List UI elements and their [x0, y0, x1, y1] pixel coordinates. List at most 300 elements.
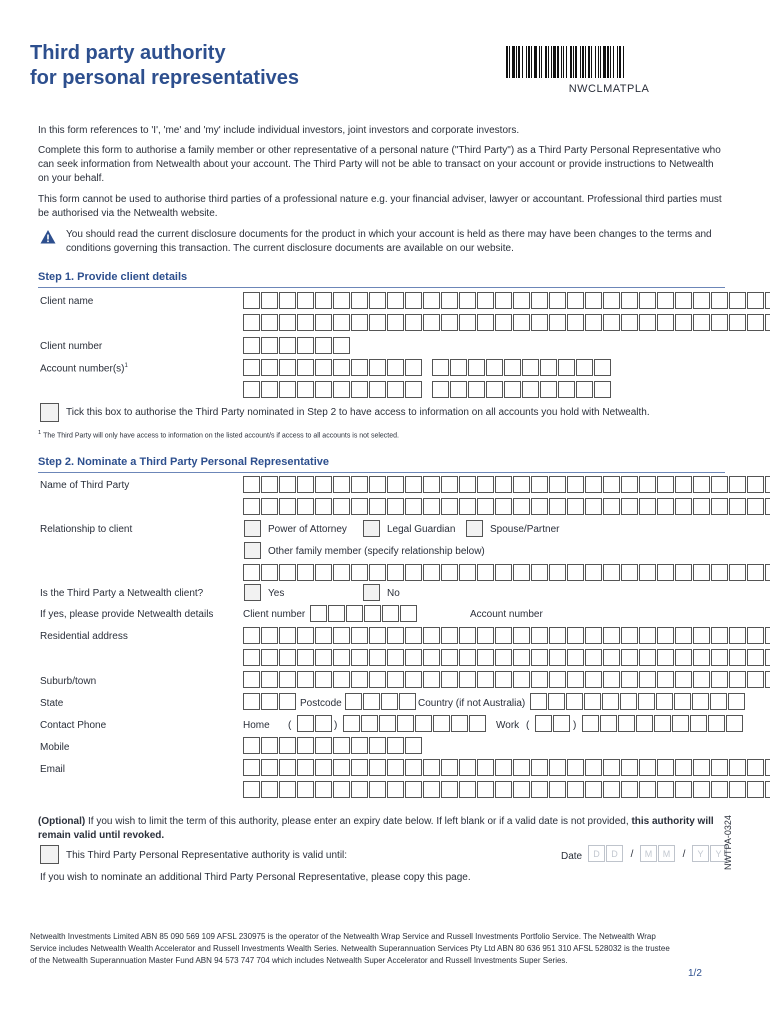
char-box[interactable]	[382, 605, 399, 622]
char-box[interactable]	[513, 292, 530, 309]
char-box[interactable]	[710, 693, 727, 710]
char-box[interactable]	[441, 476, 458, 493]
char-box[interactable]	[405, 649, 422, 666]
char-box[interactable]	[549, 476, 566, 493]
char-box[interactable]	[333, 337, 350, 354]
char-box[interactable]	[693, 292, 710, 309]
char-box[interactable]	[369, 292, 386, 309]
char-box[interactable]	[351, 649, 368, 666]
char-box[interactable]	[531, 781, 548, 798]
char-box[interactable]	[711, 671, 728, 688]
char-box[interactable]	[747, 314, 764, 331]
email-boxes-row2[interactable]	[243, 781, 770, 798]
char-box[interactable]	[387, 564, 404, 581]
char-box[interactable]	[495, 627, 512, 644]
char-box[interactable]	[441, 759, 458, 776]
char-box[interactable]	[351, 671, 368, 688]
char-box[interactable]	[576, 381, 593, 398]
date-month-1[interactable]: M	[640, 845, 657, 862]
char-box[interactable]	[729, 759, 746, 776]
char-box[interactable]	[726, 715, 743, 732]
char-box[interactable]	[279, 564, 296, 581]
char-box[interactable]	[729, 671, 746, 688]
char-box[interactable]	[243, 759, 260, 776]
char-box[interactable]	[315, 627, 332, 644]
char-box[interactable]	[297, 759, 314, 776]
char-box[interactable]	[369, 759, 386, 776]
char-box[interactable]	[369, 476, 386, 493]
spouse-partner-checkbox[interactable]	[466, 520, 483, 537]
char-box[interactable]	[243, 381, 260, 398]
char-box[interactable]	[495, 498, 512, 515]
char-box[interactable]	[621, 314, 638, 331]
char-box[interactable]	[531, 292, 548, 309]
char-box[interactable]	[423, 627, 440, 644]
char-box[interactable]	[675, 314, 692, 331]
char-box[interactable]	[513, 564, 530, 581]
char-box[interactable]	[297, 564, 314, 581]
char-box[interactable]	[279, 476, 296, 493]
char-box[interactable]	[603, 498, 620, 515]
char-box[interactable]	[747, 564, 764, 581]
char-box[interactable]	[747, 649, 764, 666]
char-box[interactable]	[675, 759, 692, 776]
third-party-name-boxes-row2[interactable]	[243, 498, 770, 515]
char-box[interactable]	[657, 476, 674, 493]
char-box[interactable]	[441, 649, 458, 666]
char-box[interactable]	[657, 498, 674, 515]
char-box[interactable]	[674, 693, 691, 710]
home-phone-boxes[interactable]	[343, 715, 487, 732]
char-box[interactable]	[415, 715, 432, 732]
char-box[interactable]	[675, 781, 692, 798]
char-box[interactable]	[381, 693, 398, 710]
char-box[interactable]	[765, 671, 770, 688]
char-box[interactable]	[549, 627, 566, 644]
char-box[interactable]	[711, 292, 728, 309]
char-box[interactable]	[405, 498, 422, 515]
char-box[interactable]	[459, 649, 476, 666]
char-box[interactable]	[351, 781, 368, 798]
char-box[interactable]	[657, 649, 674, 666]
char-box[interactable]	[585, 671, 602, 688]
char-box[interactable]	[261, 671, 278, 688]
char-box[interactable]	[621, 292, 638, 309]
char-box[interactable]	[531, 671, 548, 688]
char-box[interactable]	[261, 627, 278, 644]
char-box[interactable]	[548, 693, 565, 710]
char-box[interactable]	[405, 759, 422, 776]
char-box[interactable]	[261, 781, 278, 798]
char-box[interactable]	[657, 781, 674, 798]
char-box[interactable]	[477, 781, 494, 798]
char-box[interactable]	[711, 781, 728, 798]
char-box[interactable]	[675, 649, 692, 666]
char-box[interactable]	[693, 671, 710, 688]
char-box[interactable]	[441, 564, 458, 581]
char-box[interactable]	[333, 314, 350, 331]
char-box[interactable]	[477, 627, 494, 644]
char-box[interactable]	[558, 381, 575, 398]
legal-guardian-checkbox[interactable]	[363, 520, 380, 537]
char-box[interactable]	[315, 498, 332, 515]
char-box[interactable]	[621, 627, 638, 644]
char-box[interactable]	[405, 381, 422, 398]
char-box[interactable]	[747, 292, 764, 309]
char-box[interactable]	[531, 649, 548, 666]
char-box[interactable]	[333, 381, 350, 398]
char-box[interactable]	[468, 359, 485, 376]
valid-until-checkbox[interactable]	[40, 845, 59, 864]
char-box[interactable]	[261, 649, 278, 666]
is-client-yes-checkbox[interactable]	[244, 584, 261, 601]
char-box[interactable]	[351, 627, 368, 644]
char-box[interactable]	[261, 693, 278, 710]
char-box[interactable]	[675, 292, 692, 309]
char-box[interactable]	[279, 314, 296, 331]
char-box[interactable]	[369, 781, 386, 798]
char-box[interactable]	[432, 359, 449, 376]
char-box[interactable]	[369, 359, 386, 376]
work-phone-boxes[interactable]	[582, 715, 744, 732]
char-box[interactable]	[297, 715, 314, 732]
char-box[interactable]	[549, 671, 566, 688]
char-box[interactable]	[379, 715, 396, 732]
char-box[interactable]	[549, 292, 566, 309]
char-box[interactable]	[636, 715, 653, 732]
char-box[interactable]	[693, 759, 710, 776]
char-box[interactable]	[582, 715, 599, 732]
char-box[interactable]	[585, 498, 602, 515]
char-box[interactable]	[639, 476, 656, 493]
char-box[interactable]	[585, 781, 602, 798]
char-box[interactable]	[279, 381, 296, 398]
char-box[interactable]	[243, 564, 260, 581]
char-box[interactable]	[567, 627, 584, 644]
char-box[interactable]	[297, 781, 314, 798]
client-number-boxes[interactable]	[243, 337, 351, 354]
char-box[interactable]	[765, 627, 770, 644]
char-box[interactable]	[585, 759, 602, 776]
char-box[interactable]	[602, 693, 619, 710]
char-box[interactable]	[639, 671, 656, 688]
char-box[interactable]	[603, 292, 620, 309]
client-name-boxes-row1[interactable]	[243, 292, 770, 309]
char-box[interactable]	[549, 314, 566, 331]
char-box[interactable]	[729, 781, 746, 798]
char-box[interactable]	[387, 781, 404, 798]
char-box[interactable]	[522, 359, 539, 376]
char-box[interactable]	[621, 759, 638, 776]
char-box[interactable]	[387, 292, 404, 309]
char-box[interactable]	[333, 359, 350, 376]
char-box[interactable]	[315, 759, 332, 776]
char-box[interactable]	[243, 498, 260, 515]
expiry-date-fields[interactable]	[588, 845, 728, 862]
char-box[interactable]	[729, 476, 746, 493]
char-box[interactable]	[279, 759, 296, 776]
char-box[interactable]	[310, 605, 327, 622]
char-box[interactable]	[567, 671, 584, 688]
char-box[interactable]	[423, 476, 440, 493]
char-box[interactable]	[351, 564, 368, 581]
char-box[interactable]	[315, 781, 332, 798]
char-box[interactable]	[654, 715, 671, 732]
char-box[interactable]	[585, 476, 602, 493]
char-box[interactable]	[387, 314, 404, 331]
char-box[interactable]	[351, 498, 368, 515]
char-box[interactable]	[513, 759, 530, 776]
char-box[interactable]	[576, 359, 593, 376]
char-box[interactable]	[351, 737, 368, 754]
char-box[interactable]	[765, 498, 770, 515]
char-box[interactable]	[657, 759, 674, 776]
char-box[interactable]	[333, 759, 350, 776]
char-box[interactable]	[261, 476, 278, 493]
char-box[interactable]	[243, 649, 260, 666]
char-box[interactable]	[603, 781, 620, 798]
char-box[interactable]	[765, 476, 770, 493]
char-box[interactable]	[522, 381, 539, 398]
char-box[interactable]	[549, 564, 566, 581]
char-box[interactable]	[693, 781, 710, 798]
char-box[interactable]	[333, 671, 350, 688]
char-box[interactable]	[657, 671, 674, 688]
email-boxes-row1[interactable]	[243, 759, 770, 776]
char-box[interactable]	[459, 781, 476, 798]
char-box[interactable]	[747, 759, 764, 776]
char-box[interactable]	[387, 359, 404, 376]
char-box[interactable]	[369, 381, 386, 398]
char-box[interactable]	[657, 314, 674, 331]
char-box[interactable]	[567, 476, 584, 493]
char-box[interactable]	[638, 693, 655, 710]
char-box[interactable]	[315, 381, 332, 398]
char-box[interactable]	[621, 671, 638, 688]
char-box[interactable]	[657, 627, 674, 644]
address-boxes-row2[interactable]	[243, 649, 770, 666]
char-box[interactable]	[675, 671, 692, 688]
char-box[interactable]	[549, 781, 566, 798]
char-box[interactable]	[351, 476, 368, 493]
char-box[interactable]	[279, 649, 296, 666]
char-box[interactable]	[639, 781, 656, 798]
char-box[interactable]	[369, 314, 386, 331]
char-box[interactable]	[279, 671, 296, 688]
char-box[interactable]	[621, 781, 638, 798]
char-box[interactable]	[363, 693, 380, 710]
char-box[interactable]	[297, 627, 314, 644]
char-box[interactable]	[297, 737, 314, 754]
char-box[interactable]	[531, 498, 548, 515]
char-box[interactable]	[618, 715, 635, 732]
char-box[interactable]	[433, 715, 450, 732]
char-box[interactable]	[639, 627, 656, 644]
char-box[interactable]	[553, 715, 570, 732]
suburb-boxes[interactable]	[243, 671, 770, 688]
char-box[interactable]	[675, 476, 692, 493]
char-box[interactable]	[603, 564, 620, 581]
char-box[interactable]	[351, 314, 368, 331]
char-box[interactable]	[297, 381, 314, 398]
char-box[interactable]	[351, 759, 368, 776]
date-day-2[interactable]: D	[606, 845, 623, 862]
char-box[interactable]	[441, 671, 458, 688]
char-box[interactable]	[459, 671, 476, 688]
char-box[interactable]	[477, 671, 494, 688]
char-box[interactable]	[333, 737, 350, 754]
char-box[interactable]	[566, 693, 583, 710]
char-box[interactable]	[693, 564, 710, 581]
char-box[interactable]	[315, 715, 332, 732]
char-box[interactable]	[243, 359, 260, 376]
char-box[interactable]	[261, 292, 278, 309]
char-box[interactable]	[297, 498, 314, 515]
char-box[interactable]	[243, 292, 260, 309]
char-box[interactable]	[585, 627, 602, 644]
char-box[interactable]	[423, 498, 440, 515]
char-box[interactable]	[369, 564, 386, 581]
char-box[interactable]	[495, 476, 512, 493]
char-box[interactable]	[621, 476, 638, 493]
char-box[interactable]	[711, 564, 728, 581]
char-box[interactable]	[639, 649, 656, 666]
char-box[interactable]	[477, 498, 494, 515]
char-box[interactable]	[621, 649, 638, 666]
account-number-4-boxes[interactable]	[432, 381, 612, 398]
char-box[interactable]	[513, 314, 530, 331]
char-box[interactable]	[243, 337, 260, 354]
mobile-boxes[interactable]	[243, 737, 423, 754]
char-box[interactable]	[639, 314, 656, 331]
char-box[interactable]	[639, 292, 656, 309]
char-box[interactable]	[441, 314, 458, 331]
char-box[interactable]	[279, 337, 296, 354]
char-box[interactable]	[333, 781, 350, 798]
char-box[interactable]	[567, 781, 584, 798]
char-box[interactable]	[315, 649, 332, 666]
char-box[interactable]	[531, 564, 548, 581]
char-box[interactable]	[693, 649, 710, 666]
char-box[interactable]	[243, 693, 260, 710]
char-box[interactable]	[711, 476, 728, 493]
char-box[interactable]	[495, 649, 512, 666]
char-box[interactable]	[747, 627, 764, 644]
char-box[interactable]	[495, 292, 512, 309]
char-box[interactable]	[513, 498, 530, 515]
char-box[interactable]	[279, 693, 296, 710]
char-box[interactable]	[405, 359, 422, 376]
char-box[interactable]	[620, 693, 637, 710]
char-box[interactable]	[477, 564, 494, 581]
char-box[interactable]	[693, 476, 710, 493]
char-box[interactable]	[558, 359, 575, 376]
char-box[interactable]	[585, 292, 602, 309]
char-box[interactable]	[729, 627, 746, 644]
char-box[interactable]	[495, 314, 512, 331]
char-box[interactable]	[765, 781, 770, 798]
date-year-2[interactable]: Y	[710, 845, 727, 862]
char-box[interactable]	[513, 649, 530, 666]
char-box[interactable]	[387, 476, 404, 493]
char-box[interactable]	[400, 605, 417, 622]
char-box[interactable]	[279, 737, 296, 754]
char-box[interactable]	[747, 671, 764, 688]
home-area-code-boxes[interactable]	[297, 715, 333, 732]
char-box[interactable]	[351, 292, 368, 309]
char-box[interactable]	[675, 498, 692, 515]
char-box[interactable]	[765, 649, 770, 666]
char-box[interactable]	[675, 627, 692, 644]
char-box[interactable]	[513, 781, 530, 798]
char-box[interactable]	[387, 627, 404, 644]
char-box[interactable]	[540, 359, 557, 376]
char-box[interactable]	[513, 476, 530, 493]
char-box[interactable]	[405, 314, 422, 331]
char-box[interactable]	[567, 292, 584, 309]
char-box[interactable]	[513, 671, 530, 688]
char-box[interactable]	[621, 564, 638, 581]
char-box[interactable]	[369, 627, 386, 644]
char-box[interactable]	[328, 605, 345, 622]
char-box[interactable]	[387, 498, 404, 515]
char-box[interactable]	[729, 649, 746, 666]
char-box[interactable]	[243, 314, 260, 331]
char-box[interactable]	[243, 671, 260, 688]
char-box[interactable]	[261, 314, 278, 331]
char-box[interactable]	[399, 693, 416, 710]
char-box[interactable]	[486, 381, 503, 398]
char-box[interactable]	[405, 737, 422, 754]
char-box[interactable]	[747, 498, 764, 515]
char-box[interactable]	[315, 292, 332, 309]
char-box[interactable]	[549, 498, 566, 515]
char-box[interactable]	[531, 314, 548, 331]
char-box[interactable]	[279, 781, 296, 798]
char-box[interactable]	[459, 627, 476, 644]
char-box[interactable]	[405, 627, 422, 644]
char-box[interactable]	[711, 314, 728, 331]
char-box[interactable]	[441, 781, 458, 798]
char-box[interactable]	[345, 693, 362, 710]
char-box[interactable]	[584, 693, 601, 710]
char-box[interactable]	[387, 671, 404, 688]
char-box[interactable]	[441, 498, 458, 515]
date-month-2[interactable]: M	[658, 845, 675, 862]
char-box[interactable]	[513, 627, 530, 644]
char-box[interactable]	[486, 359, 503, 376]
char-box[interactable]	[567, 649, 584, 666]
char-box[interactable]	[765, 564, 770, 581]
char-box[interactable]	[459, 564, 476, 581]
char-box[interactable]	[423, 292, 440, 309]
char-box[interactable]	[405, 476, 422, 493]
char-box[interactable]	[423, 759, 440, 776]
char-box[interactable]	[603, 759, 620, 776]
char-box[interactable]	[765, 759, 770, 776]
power-of-attorney-checkbox[interactable]	[244, 520, 261, 537]
char-box[interactable]	[351, 381, 368, 398]
char-box[interactable]	[387, 737, 404, 754]
char-box[interactable]	[243, 476, 260, 493]
char-box[interactable]	[315, 671, 332, 688]
char-box[interactable]	[405, 781, 422, 798]
char-box[interactable]	[621, 498, 638, 515]
char-box[interactable]	[261, 381, 278, 398]
char-box[interactable]	[594, 381, 611, 398]
char-box[interactable]	[405, 671, 422, 688]
char-box[interactable]	[297, 337, 314, 354]
